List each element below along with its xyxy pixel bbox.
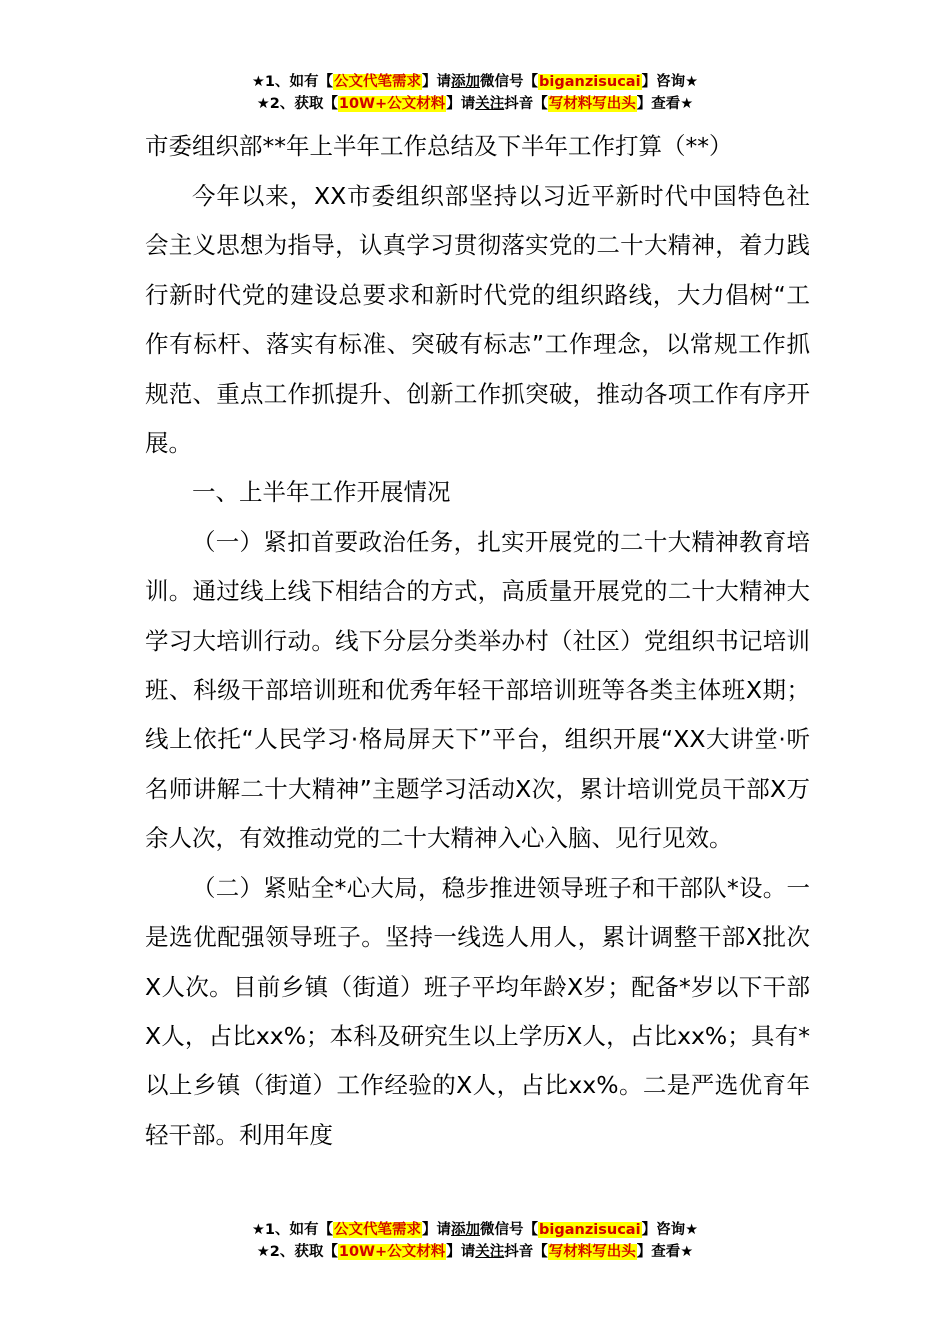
paragraph-item-2: （二）紧贴全*心大局，稳步推进领导班子和干部队*设。一是选优配强领导班子。坚持一线选人用人，累计调整干部X批次X人次。目前乡镇（街道）班子平均年龄X岁；配备*岁以下干部X人，占比xx%；本科及研究生以上学历X人，占比xx%；具有*以上乡镇（街道）工作经验的X人，占比xx%。二是严选优育年轻干部。利用年度 <box>145 873 810 1149</box>
paragraph-item-1: （一）紧扣首要政治任务，扎实开展党的二十大精神教育培训。通过线上线下相结合的方式，高质量开展党的二十大精神大学习大培训行动。线下分层分类举办村（社区）党组织书记培训班、科级干部培训班和优秀年轻干部培训班等各类主体班X期；线上依托“人民学习·格局屏天下”平台，组织开展“XX大讲堂·听名师讲解二十大精神”主题学习活动X次，累计培训党员干部X万余人次，有效推动党的二十大精神入心入脑、见行见效。 <box>145 527 810 853</box>
highlight-wechat-id: biganzisucai <box>539 74 641 90</box>
highlight-service: 公文代笔需求 <box>334 74 422 90</box>
top-banner <box>0 71 950 115</box>
highlight-materials: 10W+公文材料 <box>338 96 446 112</box>
section-heading: 一、上半年工作开展情况 <box>192 478 451 507</box>
highlight-douyin-id: 写材料写出头 <box>548 1244 636 1260</box>
banner-line-1: ★1、如有【公文代笔需求】请添加微信号【biganzisucai】咨询★ <box>251 74 699 90</box>
document-title: 市委组织部**年上半年工作总结及下半年工作打算（**） <box>145 132 733 160</box>
highlight-wechat-id: biganzisucai <box>539 1222 641 1238</box>
bottom-banner <box>0 1219 950 1263</box>
highlight-douyin-id: 写材料写出头 <box>548 96 636 112</box>
document-body <box>145 128 810 1160</box>
intro-paragraph: 今年以来，XX市委组织部坚持以习近平新时代中国特色社会主义思想为指导，认真学习贯彻落实党的二十大精神，着力践行新时代党的建设总要求和新时代党的组织路线，大力倡树“工作有标杆、落实有标准、突破有标志”工作理念，以常规工作抓规范、重点工作抓提升、创新工作抓突破，推动各项工作有序开展。 <box>145 182 810 458</box>
banner-line-2: ★2、获取【10W+公文材料】请关注抖音【写材料写出头】查看★ <box>256 1244 694 1260</box>
banner-line-1: ★1、如有【公文代笔需求】请添加微信号【biganzisucai】咨询★ <box>251 1222 699 1238</box>
banner-line-2: ★2、获取【10W+公文材料】请关注抖音【写材料写出头】查看★ <box>256 96 694 112</box>
highlight-service: 公文代笔需求 <box>334 1222 422 1238</box>
highlight-materials: 10W+公文材料 <box>338 1244 446 1260</box>
